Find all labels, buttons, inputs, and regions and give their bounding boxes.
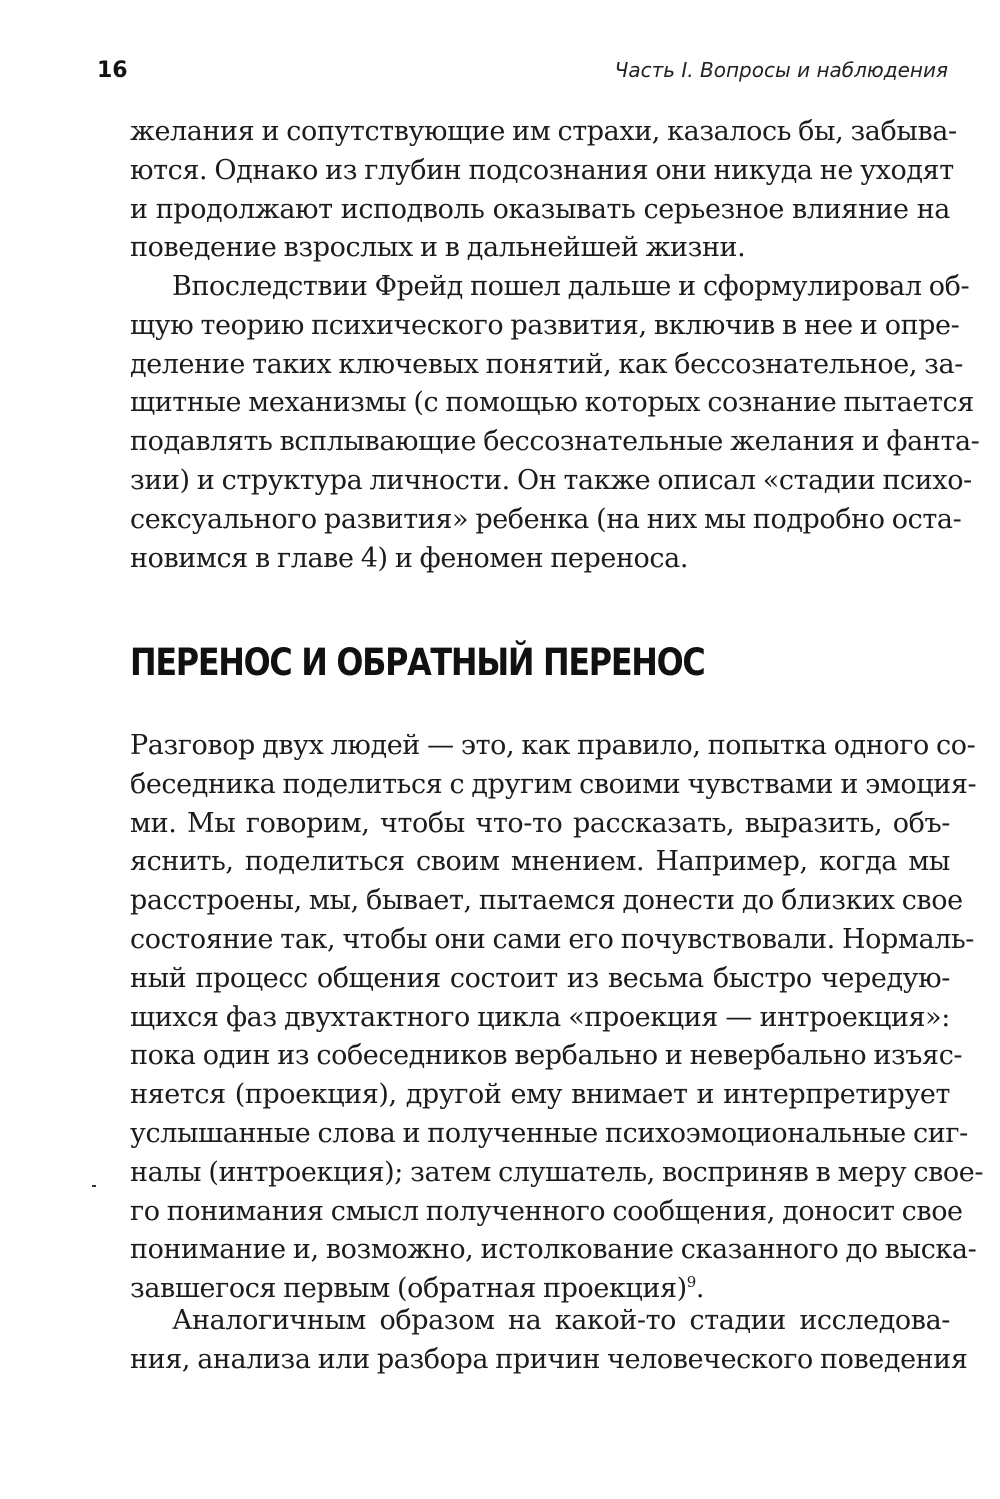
text-line: яснить, поделиться своим мнением. Например, когда мы bbox=[130, 846, 950, 878]
footnote-reference[interactable]: 9 bbox=[686, 1273, 696, 1292]
text-line: щихся фаз двухтактного цикла «проекция — интроекция»: bbox=[130, 1001, 950, 1033]
text-line: беседника поделиться с другим своими чувствами и эмоция- bbox=[130, 768, 977, 800]
text-line: и продолжают исподволь оказывать серьезное влияние на bbox=[130, 193, 950, 225]
text-line: подавлять всплывающие бессознательные желания и фанта- bbox=[130, 426, 980, 458]
text-line: ми. Мы говорим, чтобы что-то рассказать, выразить, объ- bbox=[130, 807, 950, 839]
text-line: сексуального развития» ребенка (на них мы подробно оста- bbox=[130, 503, 962, 535]
running-head: Часть I. Вопросы и наблюдения bbox=[614, 58, 948, 82]
text-line: Впоследствии Фрейд пошел дальше и сформулировал об- bbox=[172, 271, 970, 302]
text-line: расстроены, мы, бывает, пытаемся донести до близких свое bbox=[130, 885, 963, 917]
text-line: щитные механизмы (с помощью которых сознание пытается bbox=[130, 387, 974, 419]
text-line: го понимания смысл полученного сообщения, доносит свое bbox=[130, 1195, 963, 1227]
page-number: 16 bbox=[97, 58, 128, 83]
section-heading: ПЕРЕНОС И ОБРАТНЫЙ ПЕРЕНОС bbox=[130, 641, 705, 684]
paragraph-1 bbox=[130, 113, 957, 268]
text-line: услышанные слова и полученные психоэмоциональные сиг- bbox=[130, 1117, 968, 1149]
text-line: понимание и, возможно, истолкование сказанного до выска- bbox=[130, 1234, 977, 1266]
text-line: няется (проекция), другой ему внимает и интерпретирует bbox=[130, 1079, 950, 1111]
text-line: пока один из собеседников вербально и невербально изъяс- bbox=[130, 1040, 963, 1072]
print-speck bbox=[92, 1185, 96, 1187]
text-line: налы (интроекция); затем слушатель, восприняв в меру свое- bbox=[130, 1156, 984, 1188]
text-line: состояние так, чтобы они сами его почувствовали. Нормаль- bbox=[130, 923, 974, 955]
text-line: щую теорию психического развития, включив в нее и опре- bbox=[130, 309, 960, 341]
text-line-main: завшегося первым (обратная проекция) bbox=[130, 1273, 687, 1305]
text-line: новимся в главе 4) и феномен переноса. bbox=[130, 542, 689, 574]
text-line-end: . bbox=[695, 1273, 705, 1305]
paragraph-3 bbox=[130, 727, 984, 1309]
text-line: ния, анализа или разбора причин человеческого поведения bbox=[130, 1343, 968, 1375]
text-line: ный процесс общения состоит из весьма быстро чередую- bbox=[130, 962, 950, 994]
text-line: ются. Однако из глубин подсознания они никуда не уходят bbox=[130, 154, 954, 186]
text-line: зии) и структура личности. Он также описал «стадии психо- bbox=[130, 464, 972, 496]
text-line: желания и сопутствующие им страхи, казалось бы, забыва- bbox=[130, 116, 957, 147]
text-line: деление таких ключевых понятий, как бессознательное, за- bbox=[130, 348, 963, 380]
paragraph-2 bbox=[130, 268, 980, 578]
text-line: поведение взрослых и в дальнейшей жизни. bbox=[130, 232, 746, 264]
text-line: Разговор двух людей — это, как правило, попытка одного со- bbox=[130, 730, 976, 761]
text-line: Аналогичным образом на какой-то стадии исследова- bbox=[172, 1305, 950, 1336]
paragraph-4 bbox=[130, 1302, 968, 1380]
